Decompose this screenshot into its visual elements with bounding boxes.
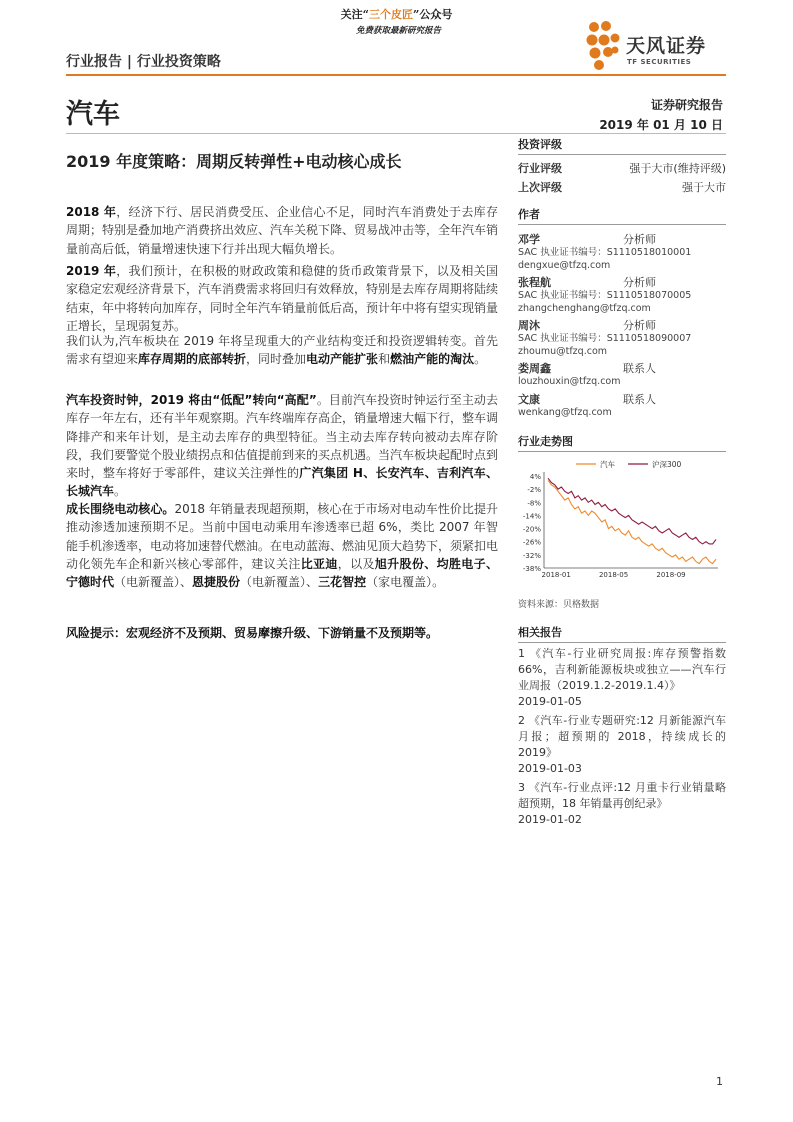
report-category: 行业报告 | 行业投资策略 bbox=[66, 54, 221, 70]
author-entry: 娄周鑫 联系人 louzhouxin@tfzq.com bbox=[518, 360, 726, 389]
chart-x-tick-label: 2018-05 bbox=[598, 571, 629, 579]
chart-x-tick-label: 2018-09 bbox=[656, 571, 686, 579]
author-email[interactable]: zhangchenghang@tfzq.com bbox=[518, 302, 651, 314]
title-rule bbox=[66, 133, 726, 134]
chart-source: 资料来源：贝格数据 bbox=[518, 600, 600, 610]
chart-y-tick-label: -38% bbox=[522, 565, 541, 573]
rating-row: 上次评级 强于大市 bbox=[518, 181, 726, 194]
chart-y-tick-label: -8% bbox=[527, 499, 541, 508]
chart-y-tick-label: -32% bbox=[522, 551, 541, 560]
chart-box bbox=[518, 433, 726, 452]
promo-banner-line1: 关注“三个皮匠”公众号 bbox=[340, 8, 453, 21]
brand-logo-text: 天风证券 bbox=[626, 35, 707, 57]
author-entry: 邓学 分析师 SAC 执业证书编号：S1110518010001 dengxue@tfzq.com bbox=[518, 231, 726, 272]
authors-heading: 作者 bbox=[518, 206, 726, 225]
chart-legend-label: 沪深300 bbox=[652, 460, 682, 469]
related-item[interactable]: 3 《汽车-行业点评:12 月重卡行业销量略超预期，18 年销量再创纪录》 2019-01-02 bbox=[518, 781, 726, 826]
chart-y-tick-label: -2% bbox=[527, 486, 541, 495]
chart-y-tick-label: 4% bbox=[529, 473, 541, 481]
chart-y-tick-label: -26% bbox=[522, 538, 541, 547]
paragraph-investment-clock: 汽车投资时钟，2019 将由“低配”转向“高配”。目前汽车投资时钟运行至主动去库存一年左右，还有半年观察期。汽车终端库存高企，销量增速大幅下行，整车调降排产和来年计划，是主动去库存的典型特征。当主动去库存转向被动去库存阶段，我们要警觉个股业绩拐点和估值提前到来的买点机遇。当汽车板块起配时点到来时，整车将好于零部件，建议关注弹性的广汽集团 H、长安汽车、吉利汽车、长城汽车。 bbox=[66, 393, 499, 499]
chart-legend-label: 汽车 bbox=[600, 460, 615, 469]
promo-banner-line2: 免费获取最新研究报告 bbox=[356, 26, 442, 36]
author-email[interactable]: louzhouxin@tfzq.com bbox=[518, 376, 621, 387]
paragraph-electric-growth: 成长围绕电动核心。2018 年销量表现超预期，核心在于市场对电动车性价比提升推动渗透加速预期不足。当前中国电动乘用车渗透率已超 6%，类比 2007 年智能手机渗透率，电动将加速替代燃油。在电动蓝海、燃油见顶大趋势下，须紧扣电动化领先车企和新兴核心零部件，建议关注比亚迪，以及旭升股份、均胜电子、宁德时代（电新覆盖）、恩捷股份（电新覆盖）、三花智控（家电覆盖）。 bbox=[66, 502, 499, 590]
chart-series-line bbox=[548, 478, 716, 544]
rating-row: 行业评级 强于大市(维持评级) bbox=[518, 162, 726, 175]
page-number: 1 bbox=[716, 1075, 723, 1088]
chart-heading: 行业走势图 bbox=[518, 433, 726, 452]
chart-x-tick-label: 2018-01 bbox=[541, 571, 571, 579]
report-type: 证券研究报告 bbox=[650, 98, 723, 112]
author-email[interactable]: zhoumu@tfzq.com bbox=[518, 345, 608, 357]
industry-trend-chart bbox=[518, 454, 726, 588]
report-date: 2019 年 01 月 10 日 bbox=[599, 118, 723, 132]
header-rule bbox=[66, 74, 726, 76]
rating-box bbox=[518, 136, 726, 195]
paragraph-view: 我们认为,汽车板块在 2019 年将呈现重大的产业结构变迁和投资逻辑转变。首先需求有望迎来库存周期的底部转折，同时叠加电动产能扩张和燃油产能的淘汰。 bbox=[66, 334, 498, 367]
chart-series-line bbox=[548, 480, 716, 563]
chart-y-tick-label: -14% bbox=[522, 512, 541, 521]
chart-y-tick-label: -20% bbox=[522, 525, 541, 534]
related-heading: 相关报告 bbox=[518, 624, 726, 643]
related-item[interactable]: 2 《汽车-行业专题研究:12 月新能源汽车月报；超预期的 2018，持续成长的 2019》 2019-01-03 bbox=[518, 714, 726, 775]
paragraph-2019: 2019 年，我们预计，在积极的财政政策和稳健的货币政策背景下，以及相关国家稳定宏观经济背景下，汽车消费需求将回归有效释放，特别是去库存周期将陆续结束，年中将转向加库存，同时全年汽车销量前低后高，预计年中将有望实现销量正增长，呈现弱复苏。 bbox=[66, 264, 499, 333]
authors-box bbox=[518, 206, 726, 419]
author-entry: 周沐 分析师 SAC 执业证书编号：S1110518090007 zhoumu@tfzq.com bbox=[518, 317, 726, 358]
related-item[interactable]: 1 《汽车-行业研究周报:库存预警指数66%，吉利新能源板块或独立——汽车行业周报（2019.1.2-2019.1.4）》 2019-01-05 bbox=[518, 647, 726, 708]
author-email[interactable]: wenkang@tfzq.com bbox=[518, 406, 612, 418]
related-reports bbox=[518, 624, 726, 828]
brand-logo-subtitle: TF SECURITIES bbox=[627, 58, 692, 66]
rating-heading: 投资评级 bbox=[518, 136, 726, 155]
author-email[interactable]: dengxue@tfzq.com bbox=[518, 259, 611, 271]
author-entry: 文康 联系人 wenkang@tfzq.com bbox=[518, 391, 726, 420]
risk-warning: 风险提示：宏观经济不及预期、贸易摩擦升级、下游销量不及预期等。 bbox=[66, 626, 439, 640]
report-title: 2019 年度策略：周期反转弹性+电动核心成长 bbox=[66, 152, 402, 171]
author-entry: 张程航 分析师 SAC 执业证书编号：S1110518070005 zhangchenghang@tfzq.com bbox=[518, 274, 726, 315]
tf-logo-icon bbox=[585, 20, 623, 72]
industry-name: 汽车 bbox=[66, 99, 120, 130]
paragraph-2018: 2018 年，经济下行、居民消费受压、企业信心不足，同时汽车消费处于去库存周期；特别是叠加地产消费挤出效应、汽车关税下降、贸易战冲击等，全年汽车销量前高后低，销量增速快速下行并出现大幅负增长。 bbox=[66, 205, 499, 256]
